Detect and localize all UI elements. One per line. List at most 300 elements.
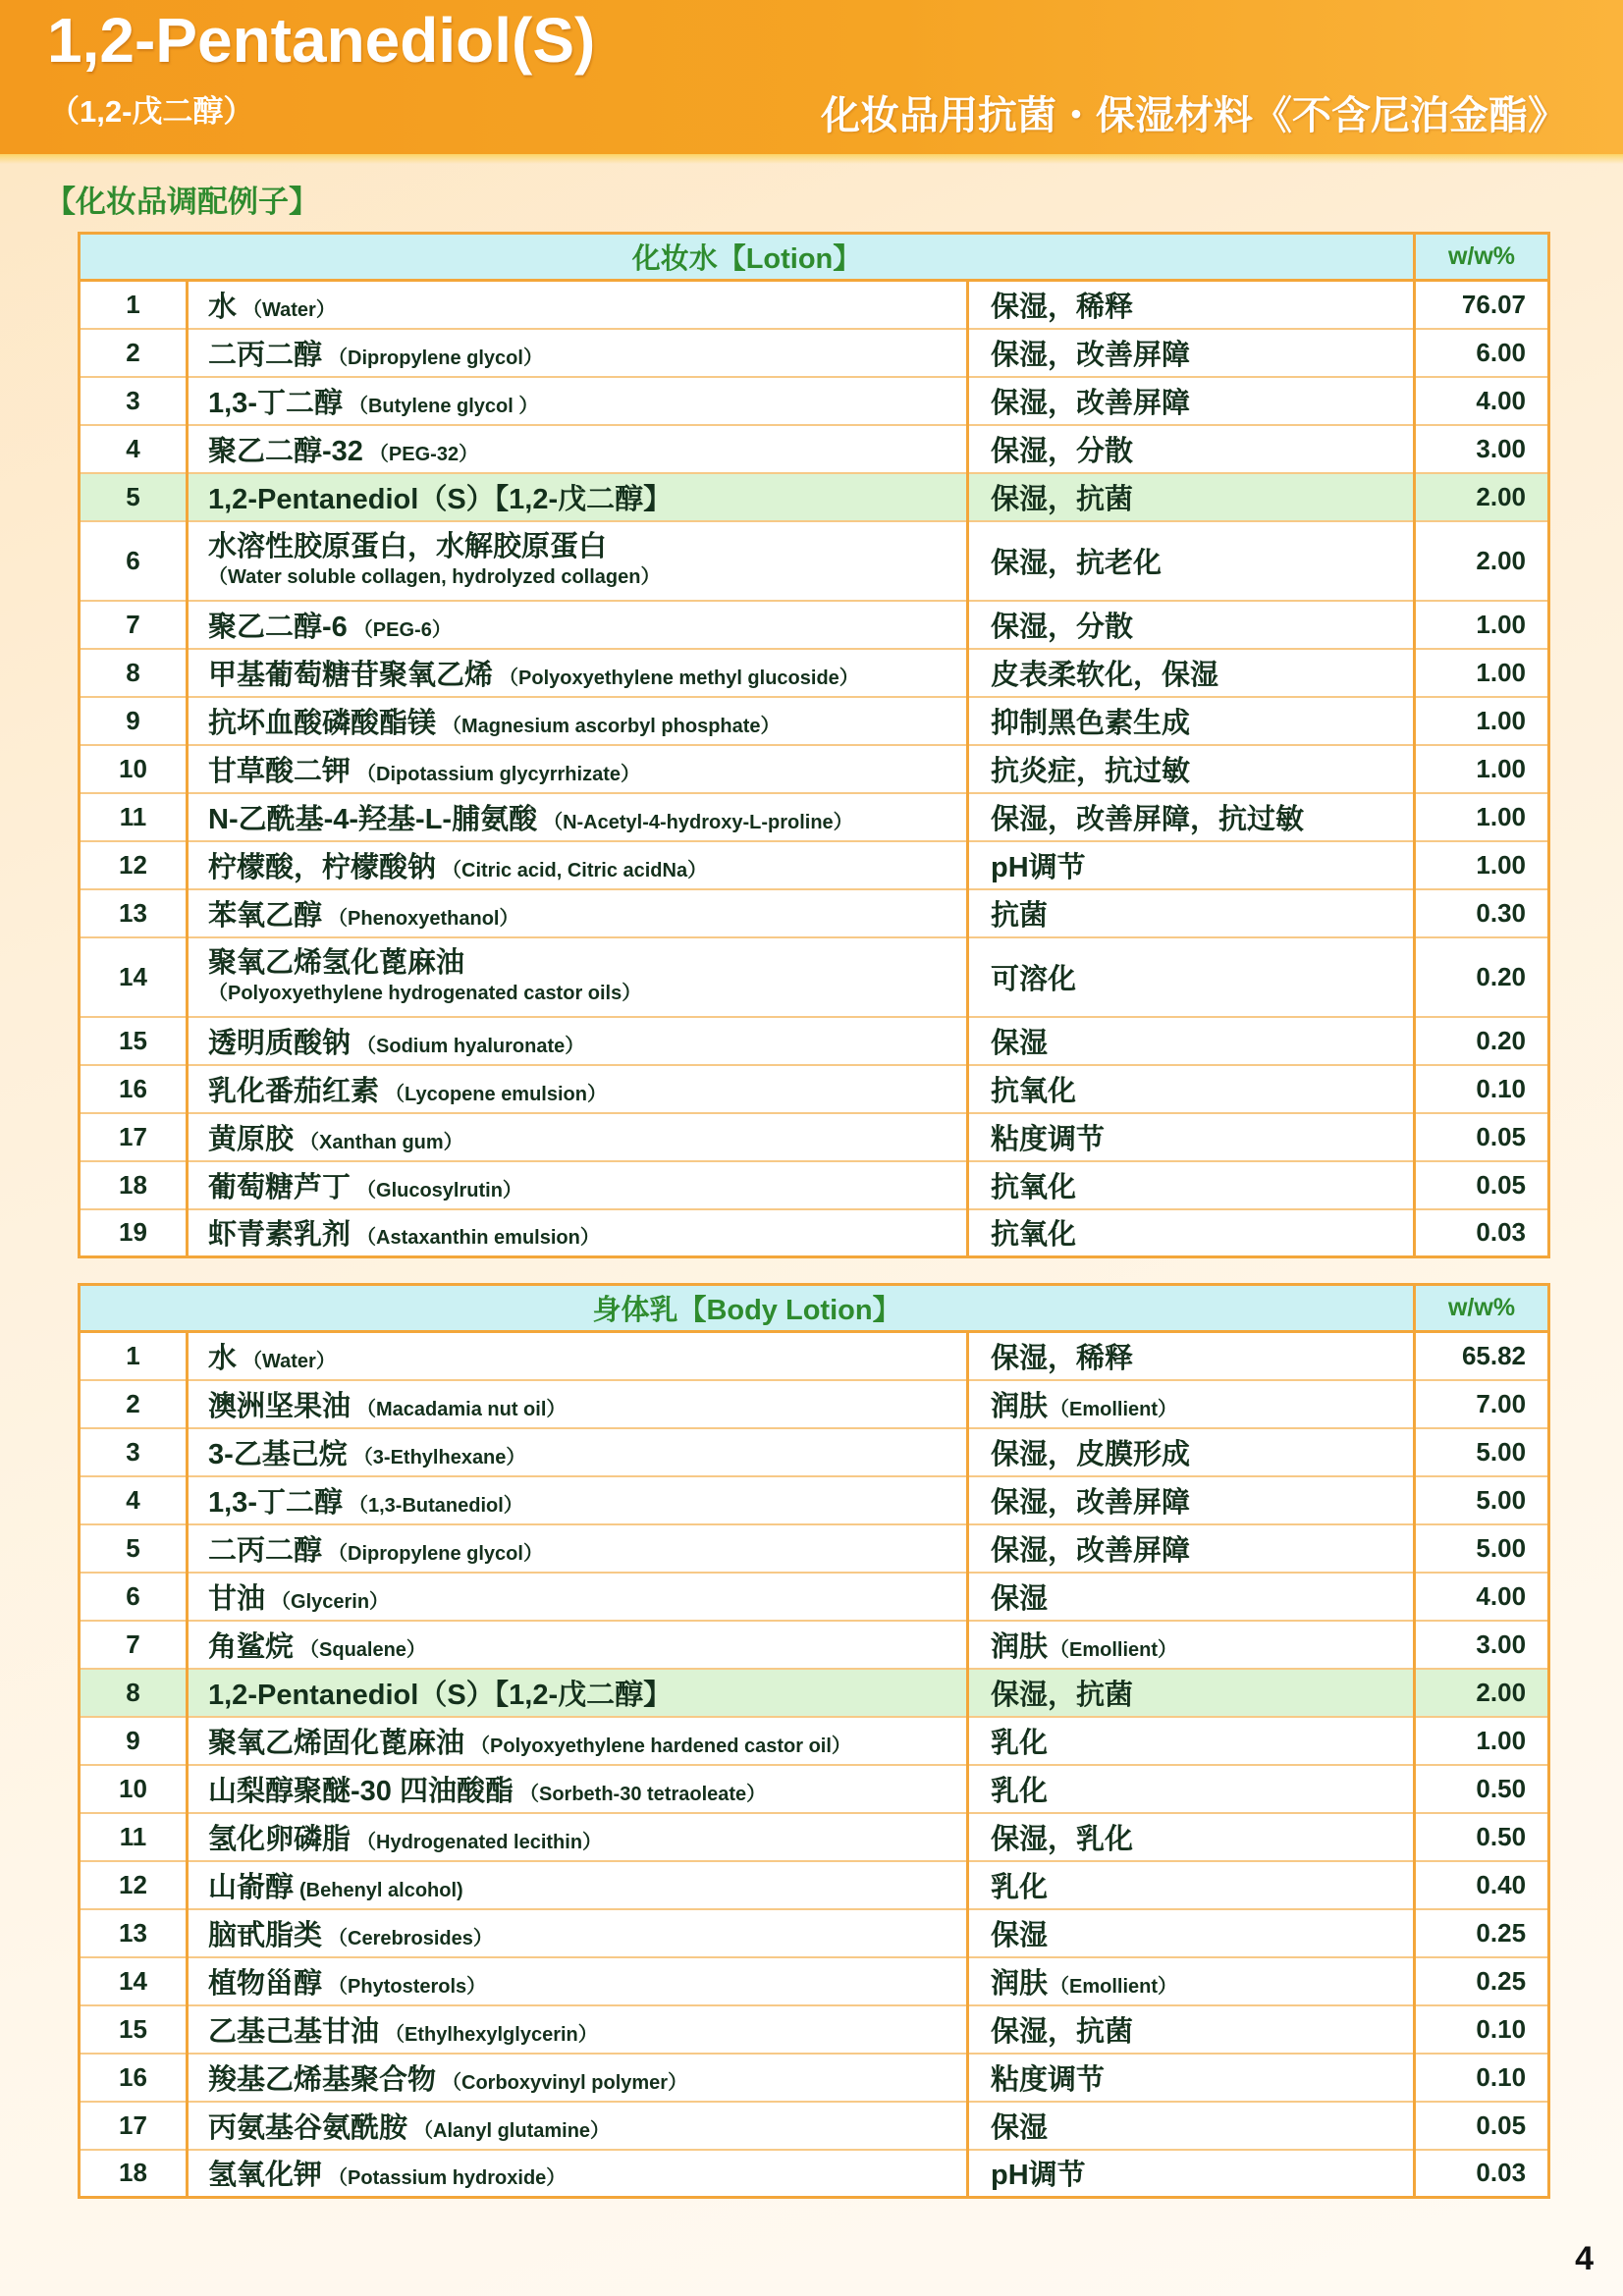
row-number: 2	[80, 329, 188, 377]
ingredient-name-en: （Sorbeth-30 tetraoleate）	[518, 1783, 767, 1805]
amount-value: 2.00	[1415, 473, 1549, 521]
ingredient-name-en: （Dipotassium glycyrrhizate）	[356, 763, 640, 785]
table-row	[80, 1524, 1549, 1573]
row-number: 16	[80, 2054, 188, 2102]
function-cell	[968, 1813, 1415, 1861]
ingredient-function: 保湿，分散	[991, 611, 1134, 643]
ingredient-cell	[188, 1017, 968, 1065]
ingredient-cell	[188, 1332, 968, 1380]
ingredient-name: 聚氧乙烯固化蓖麻油	[208, 1727, 465, 1759]
ingredient-name: 脑甙脂类	[208, 1919, 323, 1951]
ingredient-name: 水	[208, 291, 238, 323]
ingredient-name-en: （Corboxyvinyl polymer）	[442, 2071, 688, 2094]
ingredient-name-en: （Phytosterols）	[328, 1975, 487, 1998]
ingredient-function: 抗氧化	[991, 1171, 1077, 1203]
ingredient-name-en: （Dipropylene glycol）	[328, 347, 543, 369]
product-subtitle: （1,2-戊二醇）	[49, 94, 254, 129]
row-number: 15	[80, 2005, 188, 2054]
highlighted-ingredient-row	[80, 473, 1549, 521]
table-row	[80, 2150, 1549, 2198]
function-cell	[968, 1861, 1415, 1909]
function-cell	[968, 1428, 1415, 1476]
amount-value: 4.00	[1415, 377, 1549, 425]
row-number: 10	[80, 1765, 188, 1813]
row-number: 3	[80, 1428, 188, 1476]
function-cell	[968, 2102, 1415, 2150]
table-row	[80, 841, 1549, 889]
function-cell	[968, 937, 1415, 1017]
row-number: 13	[80, 889, 188, 937]
table-header-row	[80, 234, 1549, 281]
ingredient-name-en: （Water）	[243, 1350, 336, 1372]
table-row	[80, 1476, 1549, 1524]
ingredient-function: 保湿，抗菌	[991, 2015, 1134, 2048]
ingredient-name: 聚乙二醇-6	[208, 611, 348, 643]
ingredient-function: 保湿	[991, 1582, 1049, 1615]
ingredient-cell	[188, 425, 968, 473]
function-cell	[968, 1717, 1415, 1765]
row-number: 4	[80, 425, 188, 473]
function-cell	[968, 1065, 1415, 1113]
amount-value: 5.00	[1415, 1476, 1549, 1524]
ingredient-function: 保湿，稀释	[991, 291, 1134, 323]
table-row	[80, 281, 1549, 329]
ingredient-name: 羧基乙烯基聚合物	[208, 2063, 437, 2096]
ingredient-name-en: （PEG-32）	[368, 443, 479, 465]
row-number: 8	[80, 649, 188, 697]
ingredient-name: 柠檬酸，柠檬酸钠	[208, 851, 437, 883]
function-cell	[968, 649, 1415, 697]
row-number: 9	[80, 1717, 188, 1765]
amount-value: 2.00	[1415, 1669, 1549, 1717]
amount-value: 0.05	[1415, 2102, 1549, 2150]
ingredient-name: 山梨醇聚醚-30 四油酸酯	[208, 1775, 514, 1807]
function-cell	[968, 793, 1415, 841]
table-row	[80, 2005, 1549, 2054]
ingredient-name: 山嵛醇	[208, 1871, 295, 1903]
function-cell	[968, 1332, 1415, 1380]
ingredient-name: 虾青素乳剂	[208, 1219, 352, 1252]
header-banner	[0, 0, 1623, 154]
function-cell	[968, 1669, 1415, 1717]
table-row	[80, 1957, 1549, 2005]
ingredient-cell	[188, 937, 968, 1017]
ingredient-name-en: （Polyoxyethylene methyl glucoside）	[499, 667, 859, 689]
ingredient-cell	[188, 281, 968, 329]
ingredient-function: pH调节	[991, 2160, 1086, 2192]
ingredient-function: 保湿，稀释	[991, 1342, 1134, 1374]
ingredient-name-en: （N-Acetyl-4-hydroxy-L-proline）	[543, 811, 853, 833]
row-number: 11	[80, 1813, 188, 1861]
table-row	[80, 601, 1549, 649]
amount-value: 0.50	[1415, 1813, 1549, 1861]
row-number: 6	[80, 1573, 188, 1621]
table-row	[80, 521, 1549, 601]
ingredient-name-en: （Polyoxyethylene hydrogenated castor oils）	[208, 982, 642, 1004]
amount-value: 1.00	[1415, 745, 1549, 793]
ingredient-function: 抑制黑色素生成	[991, 707, 1191, 739]
row-number: 5	[80, 473, 188, 521]
highlighted-ingredient-row	[80, 1669, 1549, 1717]
ingredient-function: 可溶化	[991, 963, 1077, 995]
ingredient-name-en: （Cerebrosides）	[328, 1927, 493, 1949]
function-cell	[968, 1621, 1415, 1669]
amount-value: 5.00	[1415, 1524, 1549, 1573]
product-tagline: 化妆品用抗菌・保湿材料《不含尼泊金酯》	[821, 94, 1567, 137]
amount-value: 0.25	[1415, 1957, 1549, 2005]
ingredient-name: 角鲨烷	[208, 1630, 295, 1663]
table-row	[80, 1428, 1549, 1476]
ingredient-function: 粘度调节	[991, 1123, 1106, 1155]
table-row	[80, 1209, 1549, 1257]
amount-value: 6.00	[1415, 329, 1549, 377]
ingredient-function: 乳化	[991, 1871, 1049, 1903]
ingredient-cell	[188, 1161, 968, 1209]
amount-value: 0.20	[1415, 937, 1549, 1017]
amount-value: 76.07	[1415, 281, 1549, 329]
amount-value: 1.00	[1415, 601, 1549, 649]
ingredient-cell	[188, 2005, 968, 2054]
amount-value: 5.00	[1415, 1428, 1549, 1476]
ingredient-name: 丙氨基谷氨酰胺	[208, 2111, 408, 2144]
ingredient-cell	[188, 2054, 968, 2102]
function-cell	[968, 2005, 1415, 2054]
ingredient-name: 氢氧化钾	[208, 2160, 323, 2192]
row-number: 16	[80, 1065, 188, 1113]
ingredient-function: 润肤	[991, 1967, 1049, 2000]
row-number: 2	[80, 1380, 188, 1428]
function-cell	[968, 1161, 1415, 1209]
amount-value: 2.00	[1415, 521, 1549, 601]
ingredient-name-en: （Lycopene emulsion）	[385, 1083, 607, 1105]
ingredient-function-en: （Emollient）	[1050, 1975, 1178, 1998]
lotion-formula-table	[78, 232, 1550, 1258]
table-row	[80, 649, 1549, 697]
ingredient-name-en: （Glycerin）	[271, 1590, 390, 1613]
formula-title: 化妆水【Lotion】	[80, 234, 1415, 281]
ingredient-function: 保湿，乳化	[991, 1823, 1134, 1855]
ingredient-function: 保湿，改善屏障，抗过敏	[991, 803, 1305, 835]
unit-header: w/w%	[1415, 234, 1549, 281]
ingredient-function: 保湿，抗菌	[991, 1679, 1134, 1711]
ingredient-cell	[188, 745, 968, 793]
amount-value: 0.30	[1415, 889, 1549, 937]
table-row	[80, 1813, 1549, 1861]
ingredient-cell	[188, 649, 968, 697]
ingredient-cell	[188, 2150, 968, 2198]
row-number: 1	[80, 1332, 188, 1380]
amount-value: 0.05	[1415, 1113, 1549, 1161]
ingredient-cell	[188, 1209, 968, 1257]
row-number: 3	[80, 377, 188, 425]
row-number: 18	[80, 1161, 188, 1209]
ingredient-name: 聚乙二醇-32	[208, 435, 363, 467]
page-number: 4	[1575, 2240, 1594, 2277]
amount-value: 0.10	[1415, 2005, 1549, 2054]
ingredient-function: 乳化	[991, 1775, 1049, 1807]
row-number: 6	[80, 521, 188, 601]
ingredient-cell	[188, 1909, 968, 1957]
table-row	[80, 1717, 1549, 1765]
ingredient-name-en: （Glucosylrutin）	[356, 1179, 522, 1201]
ingredient-function: 保湿，分散	[991, 435, 1134, 467]
amount-value: 3.00	[1415, 1621, 1549, 1669]
row-number: 10	[80, 745, 188, 793]
table-row	[80, 2054, 1549, 2102]
banner-underline	[0, 154, 1623, 164]
function-cell	[968, 1524, 1415, 1573]
ingredient-function: 乳化	[991, 1727, 1049, 1759]
amount-value: 7.00	[1415, 1380, 1549, 1428]
table-row	[80, 745, 1549, 793]
ingredient-name: N-乙酰基-4-羟基-L-脯氨酸	[208, 803, 538, 835]
ingredient-function: 抗菌	[991, 899, 1049, 932]
function-cell	[968, 521, 1415, 601]
table-row	[80, 2102, 1549, 2150]
ingredient-function: 保湿	[991, 1027, 1049, 1059]
ingredient-name-en: （Astaxanthin emulsion）	[356, 1227, 600, 1250]
table-header-row	[80, 1285, 1549, 1332]
function-cell	[968, 2054, 1415, 2102]
ingredient-cell	[188, 1065, 968, 1113]
ingredient-cell	[188, 521, 968, 601]
ingredient-cell	[188, 889, 968, 937]
table-row	[80, 329, 1549, 377]
function-cell	[968, 841, 1415, 889]
ingredient-name: 植物甾醇	[208, 1967, 323, 2000]
ingredient-name: 葡萄糖芦丁	[208, 1171, 352, 1203]
ingredient-function: 保湿，改善屏障	[991, 339, 1191, 371]
ingredient-name-en: （Dipropylene glycol）	[328, 1542, 543, 1565]
ingredient-name-en: （3-Ethylhexane）	[352, 1446, 526, 1468]
ingredient-name-en: （Alanyl glutamine）	[413, 2119, 611, 2142]
formula-title: 身体乳【Body Lotion】	[80, 1285, 1415, 1332]
row-number: 1	[80, 281, 188, 329]
ingredient-name: 二丙二醇	[208, 1534, 323, 1567]
amount-value: 1.00	[1415, 793, 1549, 841]
row-number: 11	[80, 793, 188, 841]
ingredient-function-en: （Emollient）	[1050, 1398, 1178, 1420]
amount-value: 0.10	[1415, 1065, 1549, 1113]
table-row	[80, 1765, 1549, 1813]
amount-value: 0.10	[1415, 2054, 1549, 2102]
ingredient-name: 甲基葡萄糖苷聚氧乙烯	[208, 659, 494, 691]
function-cell	[968, 1765, 1415, 1813]
ingredient-cell	[188, 1669, 968, 1717]
table-row	[80, 1861, 1549, 1909]
row-number: 7	[80, 1621, 188, 1669]
row-number: 4	[80, 1476, 188, 1524]
ingredient-name-en: （PEG-6）	[352, 618, 452, 641]
table-row	[80, 889, 1549, 937]
ingredient-function: 保湿	[991, 2111, 1049, 2144]
ingredient-name-en: (Behenyl alcohol)	[299, 1879, 463, 1901]
ingredient-function: 保湿，改善屏障	[991, 1534, 1191, 1567]
function-cell	[968, 329, 1415, 377]
function-cell	[968, 1476, 1415, 1524]
ingredient-name-en: （Squalene）	[299, 1638, 426, 1661]
ingredient-cell	[188, 1861, 968, 1909]
function-cell	[968, 377, 1415, 425]
function-cell	[968, 2150, 1415, 2198]
ingredient-cell	[188, 1765, 968, 1813]
ingredient-name: 甘油	[208, 1582, 266, 1615]
ingredient-cell	[188, 473, 968, 521]
ingredient-function: 抗炎症，抗过敏	[991, 755, 1191, 787]
ingredient-function-en: （Emollient）	[1050, 1638, 1178, 1661]
row-number: 15	[80, 1017, 188, 1065]
ingredient-name-en: （Phenoxyethanol）	[328, 907, 519, 930]
ingredient-name: 水溶性胶原蛋白，水解胶原蛋白	[208, 531, 608, 563]
ingredient-name-en: （Xanthan gum）	[299, 1131, 463, 1153]
ingredient-name-en: （Hydrogenated lecithin）	[356, 1831, 603, 1853]
ingredient-name: 抗坏血酸磷酸酯镁	[208, 707, 437, 739]
function-cell	[968, 889, 1415, 937]
ingredient-name-en: （Polyoxyethylene hardened castor oil）	[470, 1735, 851, 1757]
row-number: 7	[80, 601, 188, 649]
ingredient-function: 润肤	[991, 1390, 1049, 1422]
row-number: 17	[80, 1113, 188, 1161]
function-cell	[968, 425, 1415, 473]
product-title: 1,2-Pentanediol(S)	[47, 5, 596, 76]
function-cell	[968, 601, 1415, 649]
function-cell	[968, 697, 1415, 745]
ingredient-name: 水	[208, 1342, 238, 1374]
function-cell	[968, 281, 1415, 329]
row-number: 9	[80, 697, 188, 745]
row-number: 8	[80, 1669, 188, 1717]
function-cell	[968, 1209, 1415, 1257]
ingredient-name: 1,3-丁二醇	[208, 387, 343, 419]
ingredient-name: 乙基己基甘油	[208, 2015, 380, 2048]
ingredient-name: 聚氧乙烯氢化蓖麻油	[208, 947, 465, 980]
ingredient-name-en: （Potassium hydroxide）	[328, 2167, 567, 2190]
row-number: 12	[80, 1861, 188, 1909]
function-cell	[968, 1017, 1415, 1065]
row-number: 17	[80, 2102, 188, 2150]
row-number: 14	[80, 937, 188, 1017]
amount-value: 65.82	[1415, 1332, 1549, 1380]
ingredient-function: 粘度调节	[991, 2063, 1106, 2096]
ingredient-cell	[188, 1957, 968, 2005]
table-row	[80, 425, 1549, 473]
table-row	[80, 1161, 1549, 1209]
ingredient-cell	[188, 1524, 968, 1573]
ingredient-name: 黄原胶	[208, 1123, 295, 1155]
ingredient-name: 苯氧乙醇	[208, 899, 323, 932]
table-row	[80, 697, 1549, 745]
amount-value: 1.00	[1415, 1717, 1549, 1765]
function-cell	[968, 745, 1415, 793]
ingredient-function: 保湿，抗老化	[991, 547, 1163, 579]
amount-value: 1.00	[1415, 841, 1549, 889]
amount-value: 4.00	[1415, 1573, 1549, 1621]
row-number: 13	[80, 1909, 188, 1957]
ingredient-name-en: （Sodium hyaluronate）	[356, 1035, 585, 1057]
amount-value: 1.00	[1415, 649, 1549, 697]
ingredient-cell	[188, 1380, 968, 1428]
ingredient-function: 保湿，抗菌	[991, 483, 1134, 515]
amount-value: 3.00	[1415, 425, 1549, 473]
function-cell	[968, 1113, 1415, 1161]
table-row	[80, 377, 1549, 425]
body-lotion-formula-table	[78, 1283, 1550, 2199]
table-row	[80, 1621, 1549, 1669]
function-cell	[968, 1573, 1415, 1621]
ingredient-name-en: （Macadamia nut oil）	[356, 1398, 567, 1420]
ingredient-name-en: （Butylene glycol ）	[348, 395, 539, 417]
ingredient-cell	[188, 329, 968, 377]
section-heading: 【化妆品调配例子】	[45, 185, 319, 219]
ingredient-name-en: （1,3-Butanediol）	[348, 1494, 523, 1517]
row-number: 18	[80, 2150, 188, 2198]
table-row	[80, 1380, 1549, 1428]
ingredient-function: 抗氧化	[991, 1075, 1077, 1107]
ingredient-name-en: （Water soluble collagen, hydrolyzed collagen）	[208, 565, 661, 588]
ingredient-function: 保湿，改善屏障	[991, 1486, 1191, 1519]
ingredient-function: 保湿，皮膜形成	[991, 1438, 1191, 1470]
ingredient-cell	[188, 1813, 968, 1861]
row-number: 5	[80, 1524, 188, 1573]
ingredient-cell	[188, 1428, 968, 1476]
amount-value: 0.03	[1415, 2150, 1549, 2198]
function-cell	[968, 1909, 1415, 1957]
ingredient-cell	[188, 1573, 968, 1621]
ingredient-name: 氢化卵磷脂	[208, 1823, 352, 1855]
ingredient-name: 1,2-Pentanediol（S）【1,2-戊二醇】	[208, 1679, 673, 1711]
amount-value: 1.00	[1415, 697, 1549, 745]
ingredient-cell	[188, 793, 968, 841]
function-cell	[968, 473, 1415, 521]
ingredient-name-en: （Ethylhexylglycerin）	[385, 2023, 598, 2046]
ingredient-cell	[188, 377, 968, 425]
row-number: 14	[80, 1957, 188, 2005]
amount-value: 0.40	[1415, 1861, 1549, 1909]
table-row	[80, 1113, 1549, 1161]
ingredient-cell	[188, 601, 968, 649]
ingredient-function: 保湿，改善屏障	[991, 387, 1191, 419]
ingredient-name: 乳化番茄红素	[208, 1075, 380, 1107]
amount-value: 0.50	[1415, 1765, 1549, 1813]
ingredient-name-en: （Water）	[243, 298, 336, 321]
row-number: 19	[80, 1209, 188, 1257]
table-row	[80, 1017, 1549, 1065]
table-row	[80, 1909, 1549, 1957]
ingredient-function: 保湿	[991, 1919, 1049, 1951]
unit-header: w/w%	[1415, 1285, 1549, 1332]
row-number: 12	[80, 841, 188, 889]
table-row	[80, 937, 1549, 1017]
table-row	[80, 1332, 1549, 1380]
ingredient-name: 1,2-Pentanediol（S）【1,2-戊二醇】	[208, 483, 673, 515]
ingredient-function: 皮表柔软化，保湿	[991, 659, 1219, 691]
ingredient-name: 3-乙基己烷	[208, 1438, 348, 1470]
function-cell	[968, 1380, 1415, 1428]
amount-value: 0.20	[1415, 1017, 1549, 1065]
ingredient-name: 透明质酸钠	[208, 1027, 352, 1059]
function-cell	[968, 1957, 1415, 2005]
ingredient-name-en: （Citric acid, Citric acidNa）	[442, 859, 708, 881]
ingredient-cell	[188, 697, 968, 745]
amount-value: 0.05	[1415, 1161, 1549, 1209]
ingredient-function: pH调节	[991, 851, 1086, 883]
ingredient-function: 抗氧化	[991, 1219, 1077, 1252]
ingredient-name: 1,3-丁二醇	[208, 1486, 343, 1519]
ingredient-name: 甘草酸二钾	[208, 755, 352, 787]
ingredient-cell	[188, 1717, 968, 1765]
ingredient-cell	[188, 841, 968, 889]
ingredient-function: 润肤	[991, 1630, 1049, 1663]
